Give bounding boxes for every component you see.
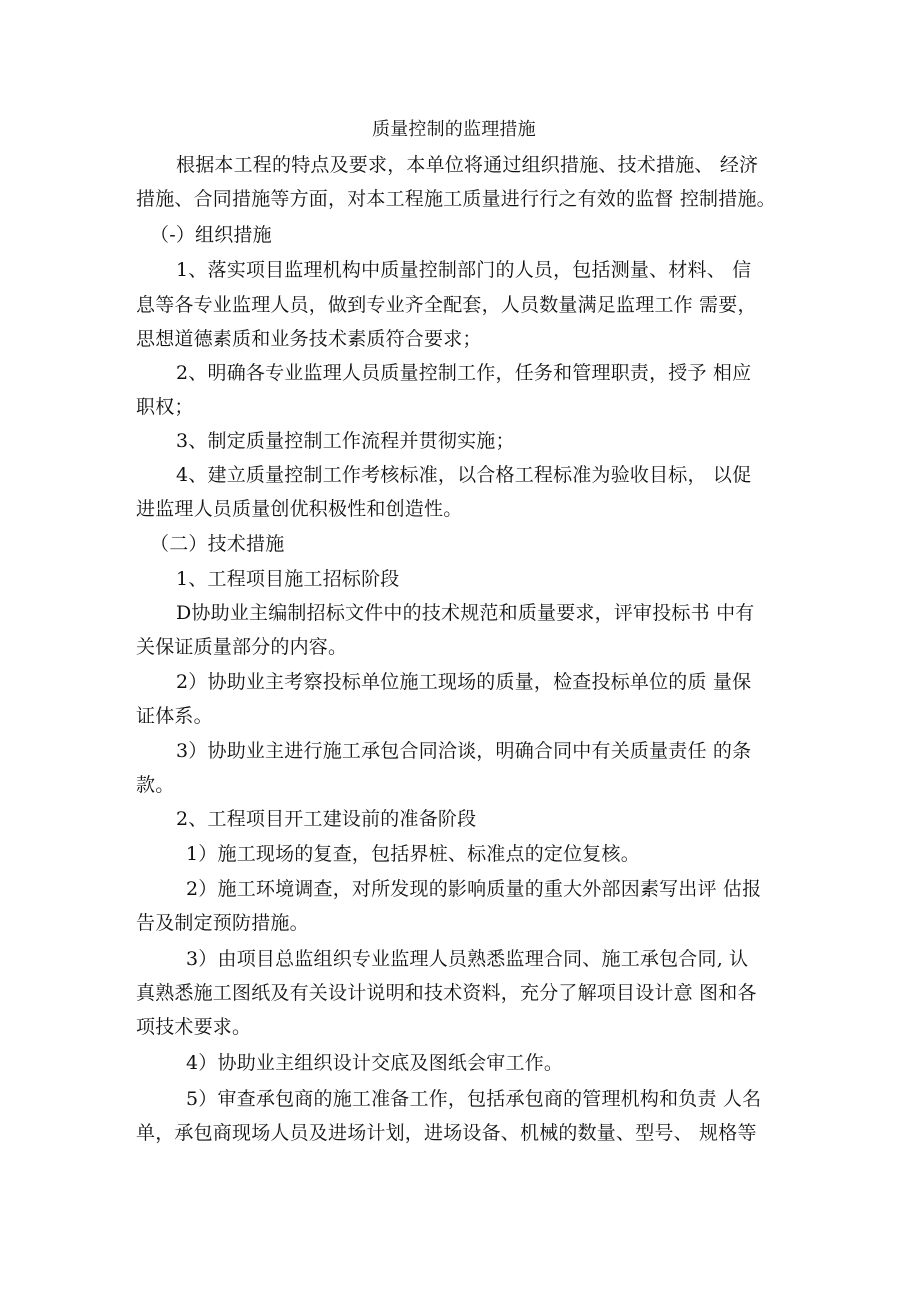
paragraph-line: 款。 — [136, 774, 175, 796]
paragraph-line: 3、制定质量控制工作流程并贯彻实施； — [176, 430, 515, 452]
paragraph-line: 证体系。 — [136, 705, 213, 727]
paragraph-line: 3）协助业主进行施工承包合同洽谈，明确合同中有关质量责任 的条 — [176, 740, 752, 762]
paragraph-line: 职权； — [136, 396, 194, 418]
intro-line: 措施、合同措施等方面，对本工程施工质量进行行之有效的监督 控制措施。 — [136, 188, 776, 210]
paragraph-line: 真熟悉施工图纸及有关设计说明和技术资料，充分了解项目设计意 图和各 — [136, 982, 757, 1004]
paragraph-line: 4）协助业主组织设计交底及图纸会审工作。 — [186, 1052, 564, 1074]
stage-heading: 2、工程项目开工建设前的准备阶段 — [176, 808, 477, 830]
paragraph-line: 1、落实项目监理机构中质量控制部门的人员，包括测量、材料、 信 — [176, 259, 752, 281]
paragraph-line: 5）审查承包商的施工准备工作，包括承包商的管理机构和负责 人名 — [186, 1088, 762, 1110]
paragraph-line: 关保证质量部分的内容。 — [136, 636, 348, 658]
paragraph-line: 单，承包商现场人员及进场计划，进场设备、机械的数量、型号、 规格等 — [136, 1122, 757, 1144]
paragraph-line: 进监理人员质量创优积极性和创造性。 — [136, 498, 463, 520]
paragraph-line: 2、明确各专业监理人员质量控制工作，任务和管理职责，授予 相应 — [176, 362, 752, 384]
paragraph-line: 告及制定预防措施。 — [136, 912, 309, 934]
intro-line: 根据本工程的特点及要求，本单位将通过组织措施、技术措施、 经济 — [176, 154, 759, 176]
paragraph-line: 2）协助业主考察投标单位施工现场的质量，检查投标单位的质 量保 — [176, 671, 752, 693]
paragraph-line: D协助业主编制招标文件中的技术规范和质量要求，评审投标书 中有 — [176, 602, 755, 624]
stage-heading: 1、工程项目施工招标阶段 — [176, 568, 400, 590]
paragraph-line: 息等各专业监理人员，做到专业齐全配套，人员数量满足监理工作 需要， — [136, 294, 757, 316]
paragraph-line: 思想道德素质和业务技术素质符合要求； — [136, 328, 482, 350]
paragraph-line: 2）施工环境调查，对所发现的影响质量的重大外部因素写出评 估报 — [186, 878, 762, 900]
section-heading-organization: （-）组织措施 — [150, 224, 272, 246]
paragraph-line: 3）由项目总监组织专业监理人员熟悉监理合同、施工承包合同, 认 — [186, 948, 749, 970]
paragraph-line: 项技术要求。 — [136, 1016, 252, 1038]
section-heading-technical: （二）技术措施 — [150, 533, 285, 555]
paragraph-line: 4、建立质量控制工作考核标准，以合格工程标准为验收目标， 以促 — [176, 464, 752, 486]
paragraph-line: 1）施工现场的复查，包括界桩、标准点的定位复核。 — [186, 843, 640, 865]
document-title: 质量控制的监理措施 — [372, 119, 536, 140]
